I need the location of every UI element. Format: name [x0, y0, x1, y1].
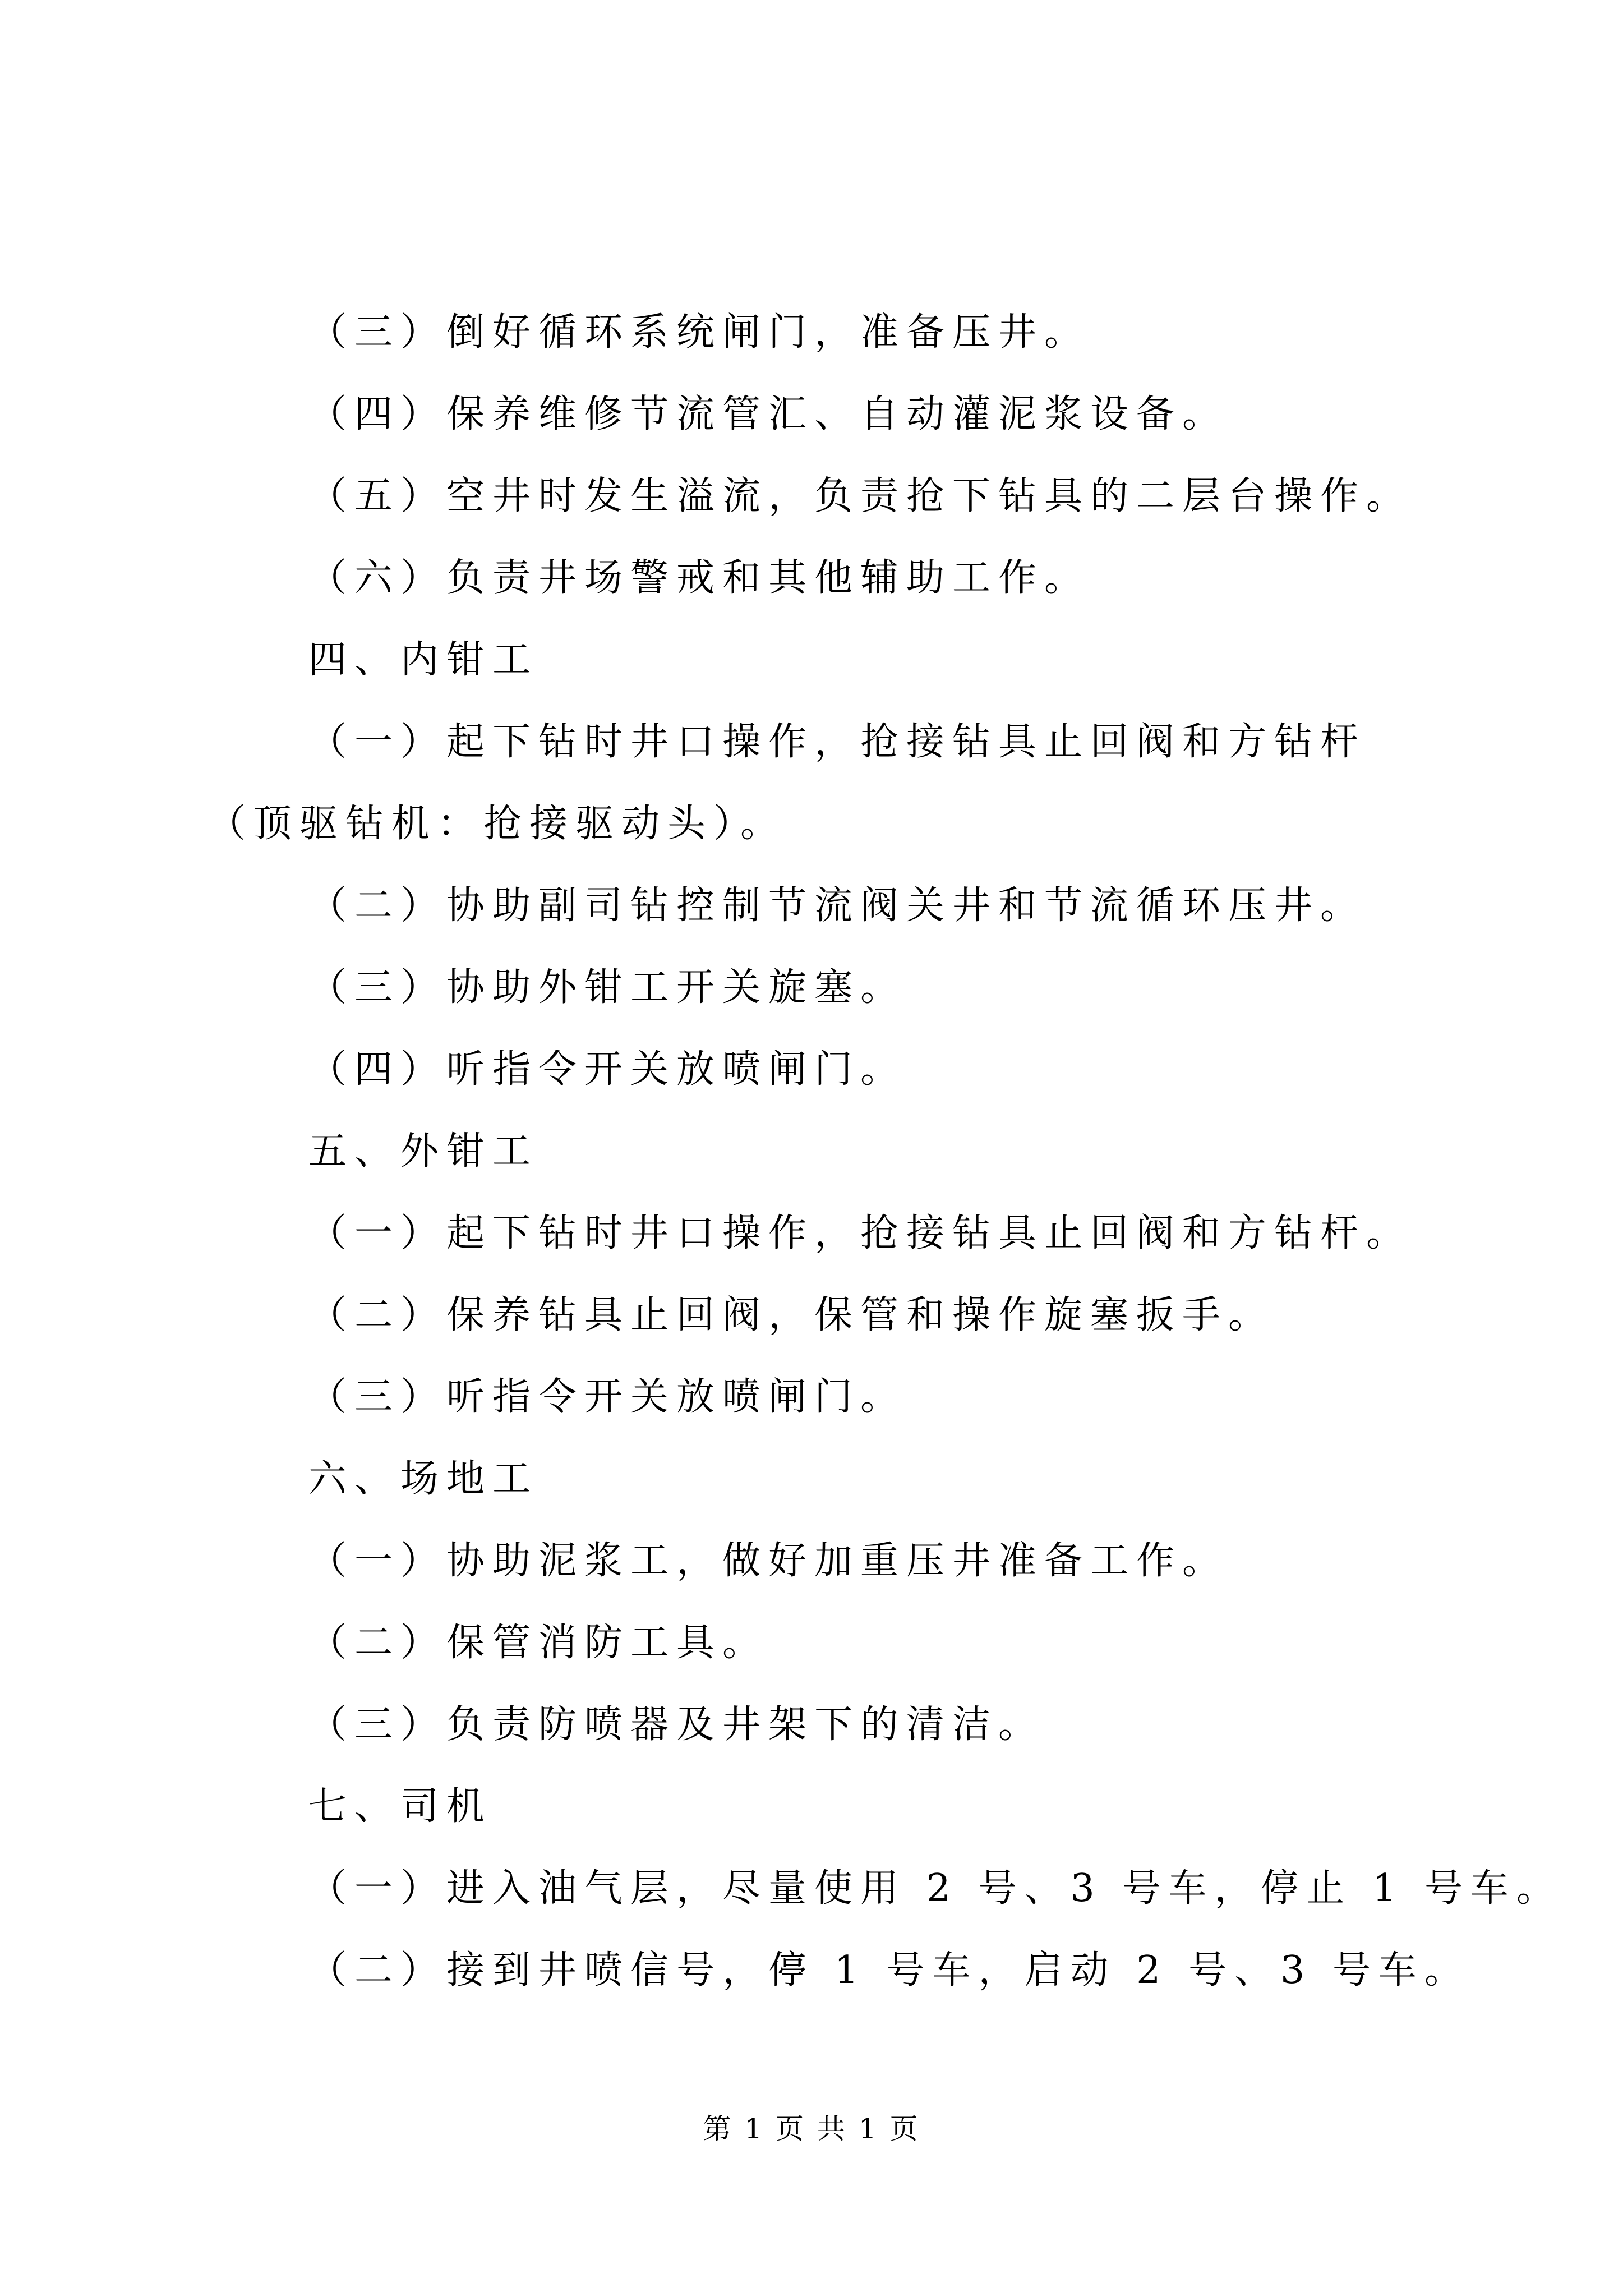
list-item: （一）起下钻时井口操作，抢接钻具止回阀和方钻杆（顶驱钻机：抢接驱动头）。: [208, 720, 1367, 846]
section-heading: 五、外钳工: [308, 1129, 539, 1174]
list-item: （六）负责井场警戒和其他辅助工作。: [308, 556, 1091, 600]
list-item: （一）起下钻时井口操作，抢接钻具止回阀和方钻杆。: [308, 1211, 1413, 1255]
list-item: （二）保养钻具止回阀，保管和操作旋塞扳手。: [308, 1293, 1275, 1337]
page-footer: 第 1 页 共 1 页: [703, 2113, 920, 2145]
section-heading: 四、内钳工: [308, 638, 539, 682]
list-item: （二）保管消防工具。: [308, 1621, 769, 1665]
list-item: （二）协助副司钻控制节流阀关井和节流循环压井。: [308, 884, 1367, 928]
list-item: （三）负责防喷器及井架下的清洁。: [308, 1703, 1045, 1747]
list-item: （二）接到井喷信号，停 1 号车，启动 2 号、3 号车。: [308, 1948, 1470, 1993]
list-item: （一）进入油气层，尽量使用 2 号、3 号车，停止 1 号车。: [308, 1866, 1562, 1911]
list-item: （三）听指令开关放喷闸门。: [308, 1375, 907, 1419]
list-item: （四）听指令开关放喷闸门。: [308, 1047, 907, 1092]
list-item: （五）空井时发生溢流，负责抢下钻具的二层台操作。: [308, 474, 1413, 518]
document-body: [208, 292, 1562, 2012]
list-item: （三）倒好循环系统闸门，准备压井。: [308, 310, 1091, 355]
list-item: （三）协助外钳工开关旋塞。: [308, 965, 907, 1010]
list-item: （四）保养维修节流管汇、自动灌泥浆设备。: [308, 392, 1229, 436]
section-heading: 七、司机: [308, 1784, 493, 1829]
section-heading: 六、场地工: [308, 1457, 539, 1501]
list-item: （一）协助泥浆工，做好加重压井准备工作。: [308, 1539, 1229, 1583]
